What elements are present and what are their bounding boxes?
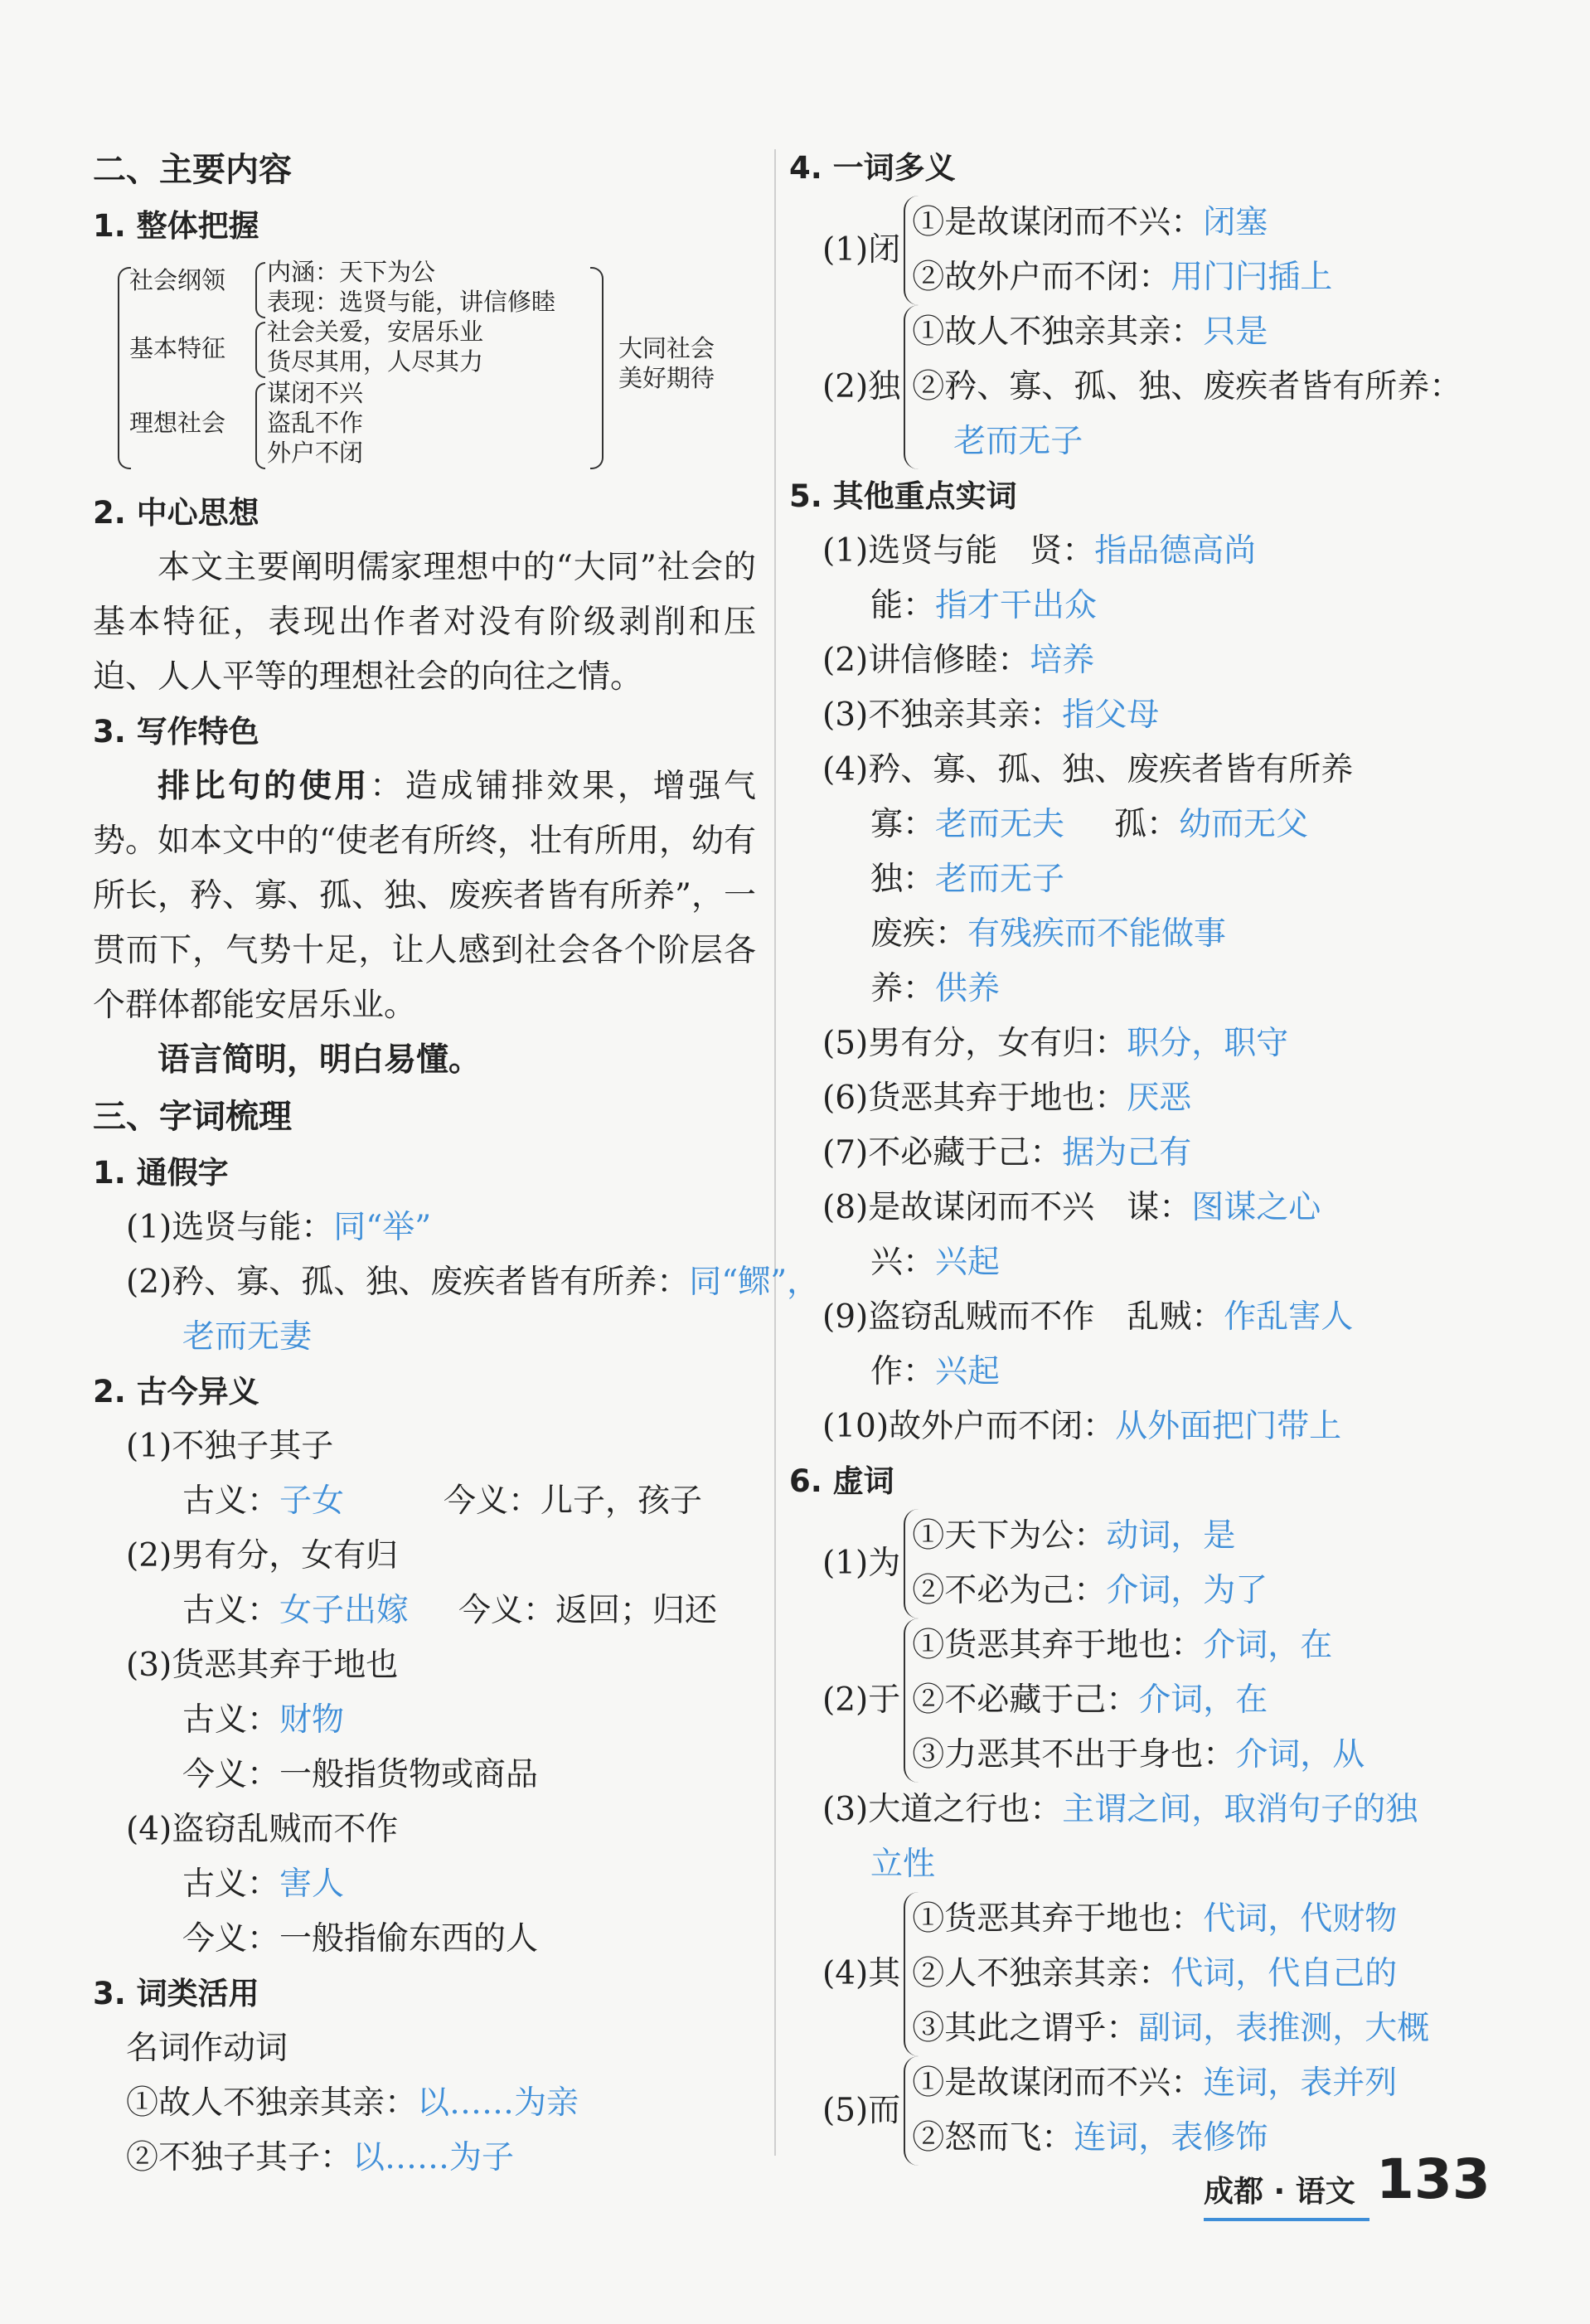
answer: 介词，从 xyxy=(1235,1736,1365,1773)
question: ①天下为公： xyxy=(912,1517,1107,1555)
answer: 指品德高尚 xyxy=(1094,532,1257,570)
group-items xyxy=(904,1618,1365,1783)
list-item xyxy=(93,1255,820,1310)
list-item xyxy=(789,852,1469,907)
list-item xyxy=(93,2131,756,2186)
list-item: (1)不独子其子 xyxy=(126,1428,334,1465)
answer-continued: 老而无妻 xyxy=(182,1318,313,1356)
feature-term: 排比句的使用 xyxy=(158,768,371,805)
answer: 厌恶 xyxy=(1127,1080,1192,1117)
list-item xyxy=(789,524,1469,579)
left-column xyxy=(93,141,820,2186)
answer: 兴起 xyxy=(935,1244,1001,1281)
answer: 代词，代财物 xyxy=(1203,1900,1398,1938)
question: (5)男有分，女有归： xyxy=(822,1025,1127,1062)
group-label: (4)其 xyxy=(822,1955,901,1992)
answer: 从外面把门带上 xyxy=(1115,1408,1342,1445)
section-title-vocabulary: 三、字词梳理 xyxy=(93,1098,292,1136)
group-label: (1)闭 xyxy=(822,231,901,269)
group-label: (5)而 xyxy=(822,2092,901,2129)
list-item xyxy=(93,2076,756,2131)
label: 古义： xyxy=(182,1701,280,1739)
label: 古义： xyxy=(182,1866,280,1903)
answer: 幼而无父 xyxy=(1179,806,1309,843)
question: ③力恶其不出于身也： xyxy=(912,1736,1236,1773)
answer: 用门闩插上 xyxy=(1171,259,1333,296)
group-items xyxy=(904,196,1332,305)
question: 废疾： xyxy=(870,915,968,953)
question: ③其此之谓乎： xyxy=(912,2010,1139,2047)
answer: 介词，为了 xyxy=(1106,1572,1268,1609)
list-item xyxy=(789,688,1469,743)
meaning-row xyxy=(93,1584,756,1638)
list-item xyxy=(789,1181,1469,1235)
brace xyxy=(255,322,265,378)
answer: 同“举” xyxy=(333,1209,432,1246)
diagram-item: 内涵：天下为公 xyxy=(267,258,436,286)
modern-meaning: 今义：返回；归还 xyxy=(458,1592,718,1629)
answer: 介词，在 xyxy=(1138,1681,1268,1719)
answer: 兴起 xyxy=(935,1353,1001,1390)
answer: 作乱害人 xyxy=(1224,1298,1354,1336)
question: 作： xyxy=(870,1353,936,1390)
writing-feature-paragraph xyxy=(93,1033,756,1088)
list-item xyxy=(789,1235,1469,1290)
list-item xyxy=(789,633,1469,688)
meaning-row xyxy=(93,1474,756,1529)
polysemy-group xyxy=(789,305,1469,469)
group-label: (2)独 xyxy=(822,368,901,405)
answer-continued: 立性 xyxy=(870,1846,936,1883)
question: ②不必为己： xyxy=(912,1572,1107,1609)
answer: 图谋之心 xyxy=(1191,1189,1321,1226)
brace xyxy=(255,383,265,469)
diagram-item: 表现：选贤与能，讲信修睦 xyxy=(267,288,556,316)
diagram-item: 盗乱不作 xyxy=(267,409,364,437)
list-item xyxy=(789,1290,1469,1345)
answer: 培养 xyxy=(1030,642,1095,679)
heading-function-words: 6. 虚词 xyxy=(789,1463,894,1499)
answer: 闭塞 xyxy=(1203,204,1268,241)
group-items xyxy=(904,305,1462,469)
question: ②人不独亲其亲： xyxy=(912,1955,1171,1992)
question: 养： xyxy=(870,970,936,1007)
answer: 指才干出众 xyxy=(935,587,1098,624)
writing-feature-paragraph xyxy=(93,759,756,1033)
diagram-label: 基本特征 xyxy=(129,334,226,362)
list-item xyxy=(789,1345,1469,1400)
answer: 以……为子 xyxy=(352,2139,515,2176)
question: (3)不独亲其亲： xyxy=(822,696,1063,734)
question: (1)选贤与能： xyxy=(126,1209,334,1246)
list-item xyxy=(789,1016,1469,1071)
question: (2)讲信修睦： xyxy=(822,642,1030,679)
list-item: (4)盗窃乱贼而不作 xyxy=(126,1811,399,1848)
question: (6)货恶其弃于地也： xyxy=(822,1080,1127,1117)
answer: 代词，代自己的 xyxy=(1171,1955,1398,1992)
answer: 只是 xyxy=(1203,313,1268,351)
list-item xyxy=(93,1201,756,1255)
right-column xyxy=(789,141,1469,2166)
subheading: 名词作动词 xyxy=(126,2030,288,2067)
heading-central-idea: 2. 中心思想 xyxy=(93,495,259,531)
question: 孤： xyxy=(1114,806,1180,843)
heading-other-notional-words: 5. 其他重点实词 xyxy=(789,478,1017,514)
answer: 老而无子 xyxy=(953,423,1083,460)
answer: 副词，表推测，大概 xyxy=(1138,2010,1430,2047)
list-item: (2)男有分，女有归 xyxy=(126,1537,399,1574)
answer: 老而无子 xyxy=(935,861,1065,898)
list-item xyxy=(789,798,1469,852)
section-title-main-content: 二、主要内容 xyxy=(93,151,292,189)
list-item: (4)矜、寡、孤、独、废疾者皆有所养 xyxy=(822,751,1354,788)
question: ②怒而飞： xyxy=(912,2119,1074,2157)
group-items xyxy=(904,1892,1429,2056)
diagram-item: 外户不闭 xyxy=(267,439,364,467)
central-idea-text: 本文主要阐明儒家理想中的“大同”社会的基本特征，表现出作者对没有阶级剥削和压迫、人人平等的理想社会的向往之情。 xyxy=(93,549,756,696)
question: 寡： xyxy=(870,806,936,843)
feature-term: 语言简明，明白易懂。 xyxy=(158,1041,482,1079)
answer: 有残疾而不能做事 xyxy=(967,915,1227,953)
list-item xyxy=(789,1071,1469,1126)
answer: 介词，在 xyxy=(1203,1627,1333,1664)
list-item xyxy=(789,962,1469,1016)
meaning-row xyxy=(93,1857,756,1912)
list-item xyxy=(789,579,1469,633)
question: ②矜、寡、孤、独、废疾者皆有所养： xyxy=(912,368,1462,405)
question: ②故外户而不闭： xyxy=(912,259,1171,296)
footer-underline xyxy=(1204,2218,1369,2221)
footer-label: 成都 · 语文 xyxy=(1204,2175,1355,2209)
answer: 指父母 xyxy=(1062,696,1160,734)
outer-brace xyxy=(118,267,131,469)
modern-meaning: 今义：一般指货物或商品 xyxy=(182,1756,539,1793)
feature-text: ：造成铺排效果，增强气势。如本文中的“使老有所终，壮有所用，幼有所长，矜、寡、孤、独、废疾者皆有所养”，一贯而下，气势十足，让人感到社会各个阶层各个群体都能安居乐业。 xyxy=(93,768,756,1024)
question: ②不必藏于己： xyxy=(912,1681,1139,1719)
heading-loan-characters: 1. 通假字 xyxy=(93,1155,229,1191)
question: 独： xyxy=(870,861,936,898)
answer: 职分，职守 xyxy=(1127,1025,1289,1062)
answer: 以……为亲 xyxy=(417,2084,579,2122)
question: 兴： xyxy=(870,1244,936,1281)
answer: 害人 xyxy=(279,1866,345,1903)
meaning-row xyxy=(93,1693,756,1748)
heading-ancient-modern-meaning: 2. 古今异义 xyxy=(93,1374,259,1409)
question: (8)是故谋闭而不兴 谋： xyxy=(822,1189,1192,1226)
group-items xyxy=(904,1509,1268,1618)
modern-meaning: 今义：一般指偷东西的人 xyxy=(182,1920,539,1958)
answer: 财物 xyxy=(279,1701,345,1739)
answer: 连词，表修饰 xyxy=(1074,2119,1268,2157)
heading-overall: 1. 整体把握 xyxy=(93,208,259,244)
answer: 动词，是 xyxy=(1106,1517,1236,1555)
answer: 主谓之间，取消句子的独 xyxy=(1062,1791,1418,1828)
answer: 女子出嫁 xyxy=(279,1592,410,1629)
diagram-item: 谋闭不兴 xyxy=(267,379,364,407)
question: (7)不必藏于己： xyxy=(822,1134,1063,1172)
question: (2)矜、寡、孤、独、废疾者皆有所养： xyxy=(126,1264,690,1301)
question: ①货恶其弃于地也： xyxy=(912,1900,1204,1938)
function-word-group xyxy=(789,1618,1469,1783)
question: ①故人不独亲其亲： xyxy=(912,313,1204,351)
heading-polysemy: 4. 一词多义 xyxy=(789,150,956,186)
group-items xyxy=(904,2056,1397,2166)
answer: 老而无夫 xyxy=(935,806,1065,843)
list-item xyxy=(789,907,1469,962)
modern-meaning: 今义：儿子，孩子 xyxy=(444,1482,703,1520)
heading-word-class: 3. 词类活用 xyxy=(93,1976,259,2011)
question: ②不独子其子： xyxy=(126,2139,353,2176)
question: (10)故外户而不闭： xyxy=(822,1408,1116,1445)
label: 古义： xyxy=(182,1592,280,1629)
closing-brace xyxy=(590,267,604,469)
answer: 连词，表并列 xyxy=(1203,2064,1398,2102)
question: ①货恶其弃于地也： xyxy=(912,1627,1204,1664)
diagram-label: 社会纲领 xyxy=(129,266,226,294)
diagram-label: 理想社会 xyxy=(129,409,226,437)
answer: 子女 xyxy=(279,1482,345,1520)
diagram-item: 社会关爱，安居乐业 xyxy=(267,318,484,346)
diagram-result: 大同社会 xyxy=(618,334,715,362)
structure-diagram xyxy=(93,254,756,486)
list-item xyxy=(789,1126,1469,1181)
question: ①是故谋闭而不兴： xyxy=(912,204,1204,241)
list-item xyxy=(789,1783,1469,1837)
question: (1)选贤与能 贤： xyxy=(822,532,1095,570)
heading-writing-features: 3. 写作特色 xyxy=(93,714,259,750)
function-word-group xyxy=(789,1509,1469,1618)
question: (9)盗窃乱贼而不作 乱贼： xyxy=(822,1298,1224,1336)
diagram-item: 货尽其用，人尽其力 xyxy=(267,347,484,376)
group-label: (2)于 xyxy=(822,1681,901,1719)
function-word-group xyxy=(789,1892,1469,2056)
question: ①故人不独亲其亲： xyxy=(126,2084,418,2122)
list-item: (3)货恶其弃于地也 xyxy=(126,1647,399,1684)
brace xyxy=(255,262,265,318)
answer: 据为己有 xyxy=(1062,1134,1192,1172)
question: (3)大道之行也： xyxy=(822,1791,1063,1828)
function-word-group xyxy=(789,2056,1469,2166)
group-label: (1)为 xyxy=(822,1545,901,1582)
answer: 供养 xyxy=(935,970,1001,1007)
question: 能： xyxy=(870,587,936,624)
diagram-result: 美好期待 xyxy=(618,364,715,392)
question: ①是故谋闭而不兴： xyxy=(912,2064,1204,2102)
page-number: 133 xyxy=(1376,2147,1491,2211)
answer: 同“鳏”， xyxy=(689,1264,820,1301)
label: 古义： xyxy=(182,1482,280,1520)
polysemy-group xyxy=(789,196,1469,305)
column-divider xyxy=(774,149,776,2156)
list-item xyxy=(789,1400,1469,1454)
